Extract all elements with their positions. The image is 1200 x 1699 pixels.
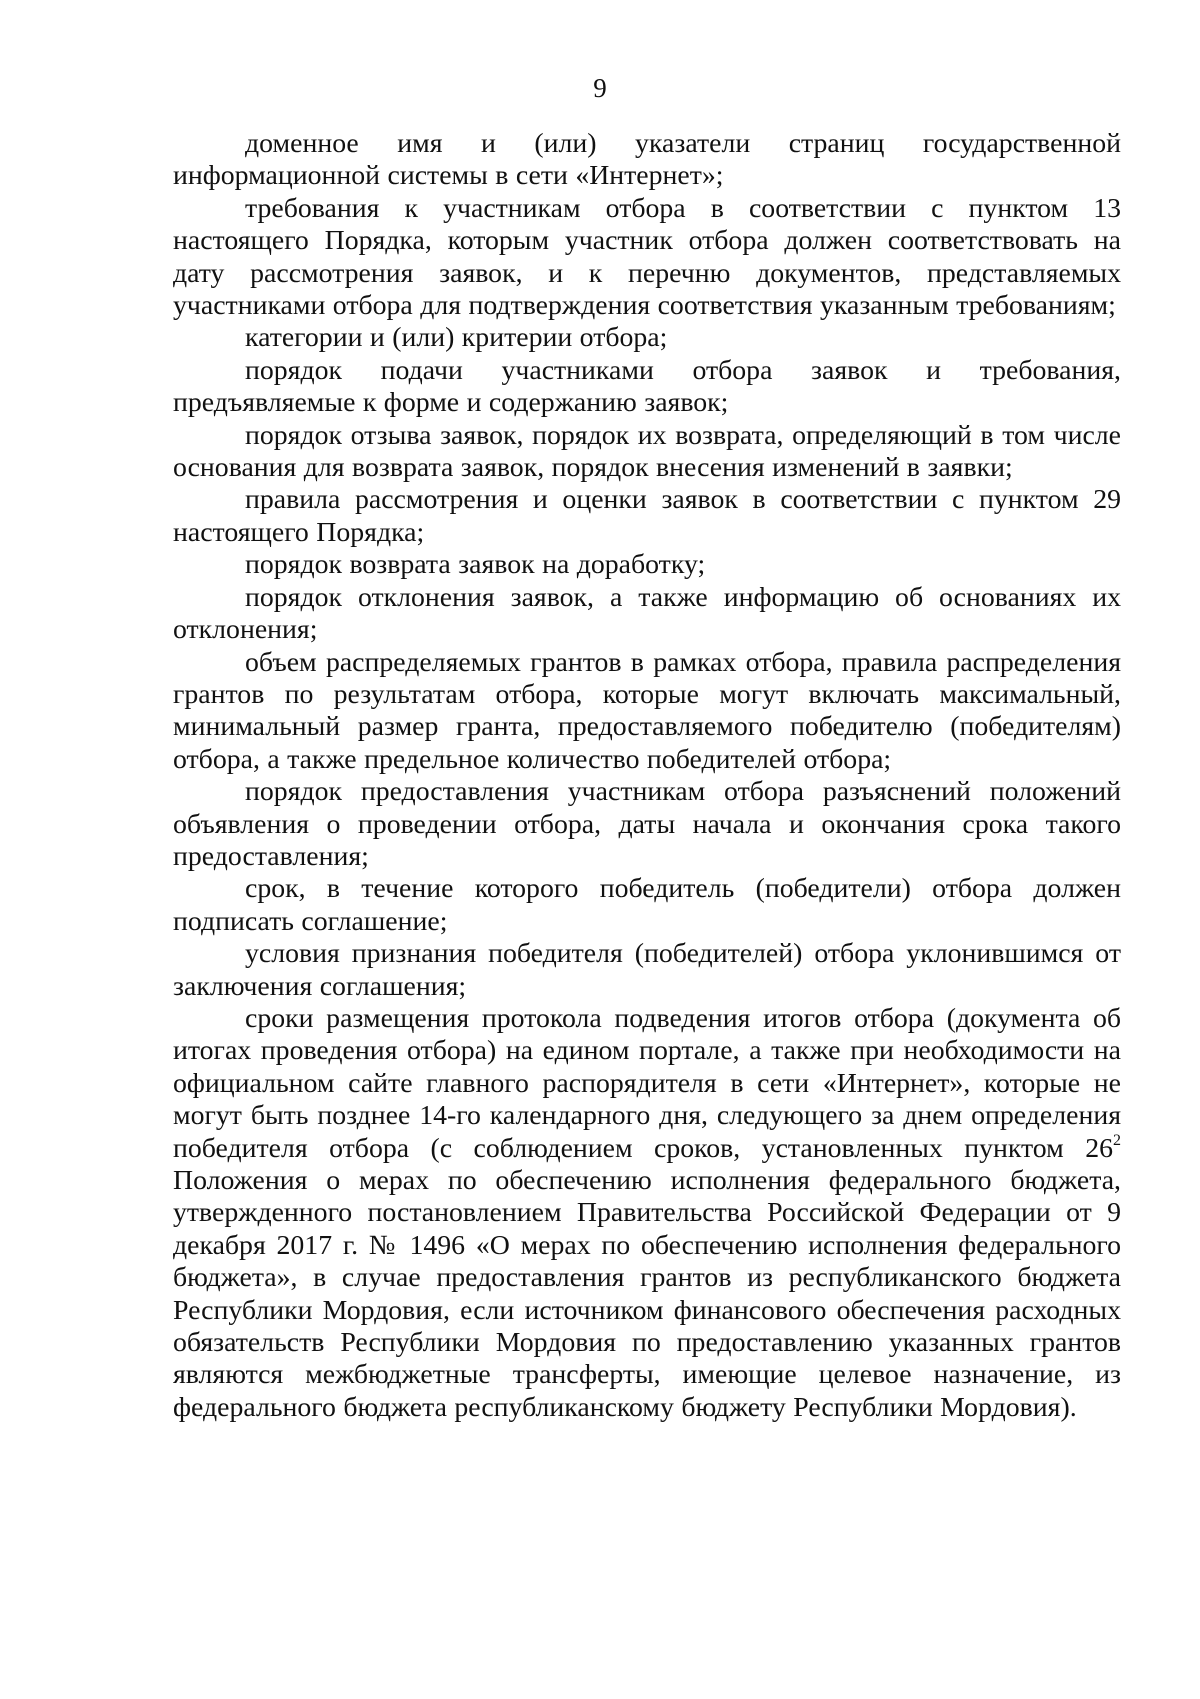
paragraph-return-for-revision: порядок возврата заявок на доработку; (245, 549, 706, 581)
superscript-two: 2 (1113, 1131, 1121, 1149)
protocol-text-part-1: сроки размещения протокола подведения итогов отбора (документа об итогах проведения отбора) на едином портале, а также при необходимости на официальном сайте главного распорядителя в сети «Интернет», которые не могут быть позднее 14-го календарного дня, следующего за днем определения победителя отбора (с соблюдением сроков, установленных пунктом 26 (173, 1002, 1121, 1164)
paragraph-application-submission: порядок подачи участниками отбора заявок и требования, предъявляемые к форме и содержанию заявок; (173, 354, 1121, 419)
paragraph-protocol-deadlines (173, 1003, 1121, 1424)
paragraph-clarifications: порядок предоставления участникам отбора разъяснений положений объявления о проведении отбора, даты начала и окончания срока такого предоставления; (173, 776, 1121, 872)
paragraph-selection-criteria: категории и (или) критерии отбора; (245, 322, 668, 354)
paragraph-participant-requirements: требования к участникам отбора в соответствии с пунктом 13 настоящего Порядка, которым участник отбора должен соответствовать на дату рассмотрения заявок, и к перечню документов, представляемых участниками отбора для подтверждения соответствия указанным требованиям; (173, 192, 1121, 322)
protocol-text-part-2: Положения о мерах по обеспечению исполнения федерального бюджета, утвержденного постановлением Правительства Российской Федерации от 9 декабря 2017 г. № 1496 «О мерах по обеспечению исполнения федерального бюджета», в случае предоставления грантов из республиканского бюджета Республики Мордовия, если источником финансового обеспечения расходных обязательств Республики Мордовия по предоставлению указанных грантов являются межбюджетные трансферты, имеющие целевое назначение, из федерального бюджета республиканскому бюджету Республики Мордовия). (173, 1165, 1121, 1423)
paragraph-review-rules: правила рассмотрения и оценки заявок в соответствии с пунктом 29 настоящего Порядка; (173, 484, 1121, 548)
paragraph-agreement-deadline: срок, в течение которого победитель (победители) отбора должен подписать соглашение; (173, 873, 1121, 937)
paragraph-application-rejection: порядок отклонения заявок, а также информацию об основаниях их отклонения; (173, 581, 1121, 646)
paragraph-evasion-conditions: условия признания победителя (победителей) отбора уклонившимся от заключения соглашения; (173, 938, 1121, 1002)
paragraph-application-withdrawal: порядок отзыва заявок, порядок их возврата, определяющий в том числе основания для возврата заявок, порядок внесения изменений в заявки; (173, 419, 1121, 484)
paragraph-grant-volume: объем распределяемых грантов в рамках отбора, правила распределения грантов по результатам отбора, которые могут включать максимальный, минимальный размер гранта, предоставляемого победителю (победителям) отбора, а также предельное количество победителей отбора; (173, 646, 1121, 775)
page-number: 9 (593, 73, 607, 103)
document-body (173, 128, 1121, 1424)
paragraph-domain-name: доменное имя и (или) указатели страниц государственной информационной системы в сети «Интернет»; (173, 128, 1121, 192)
